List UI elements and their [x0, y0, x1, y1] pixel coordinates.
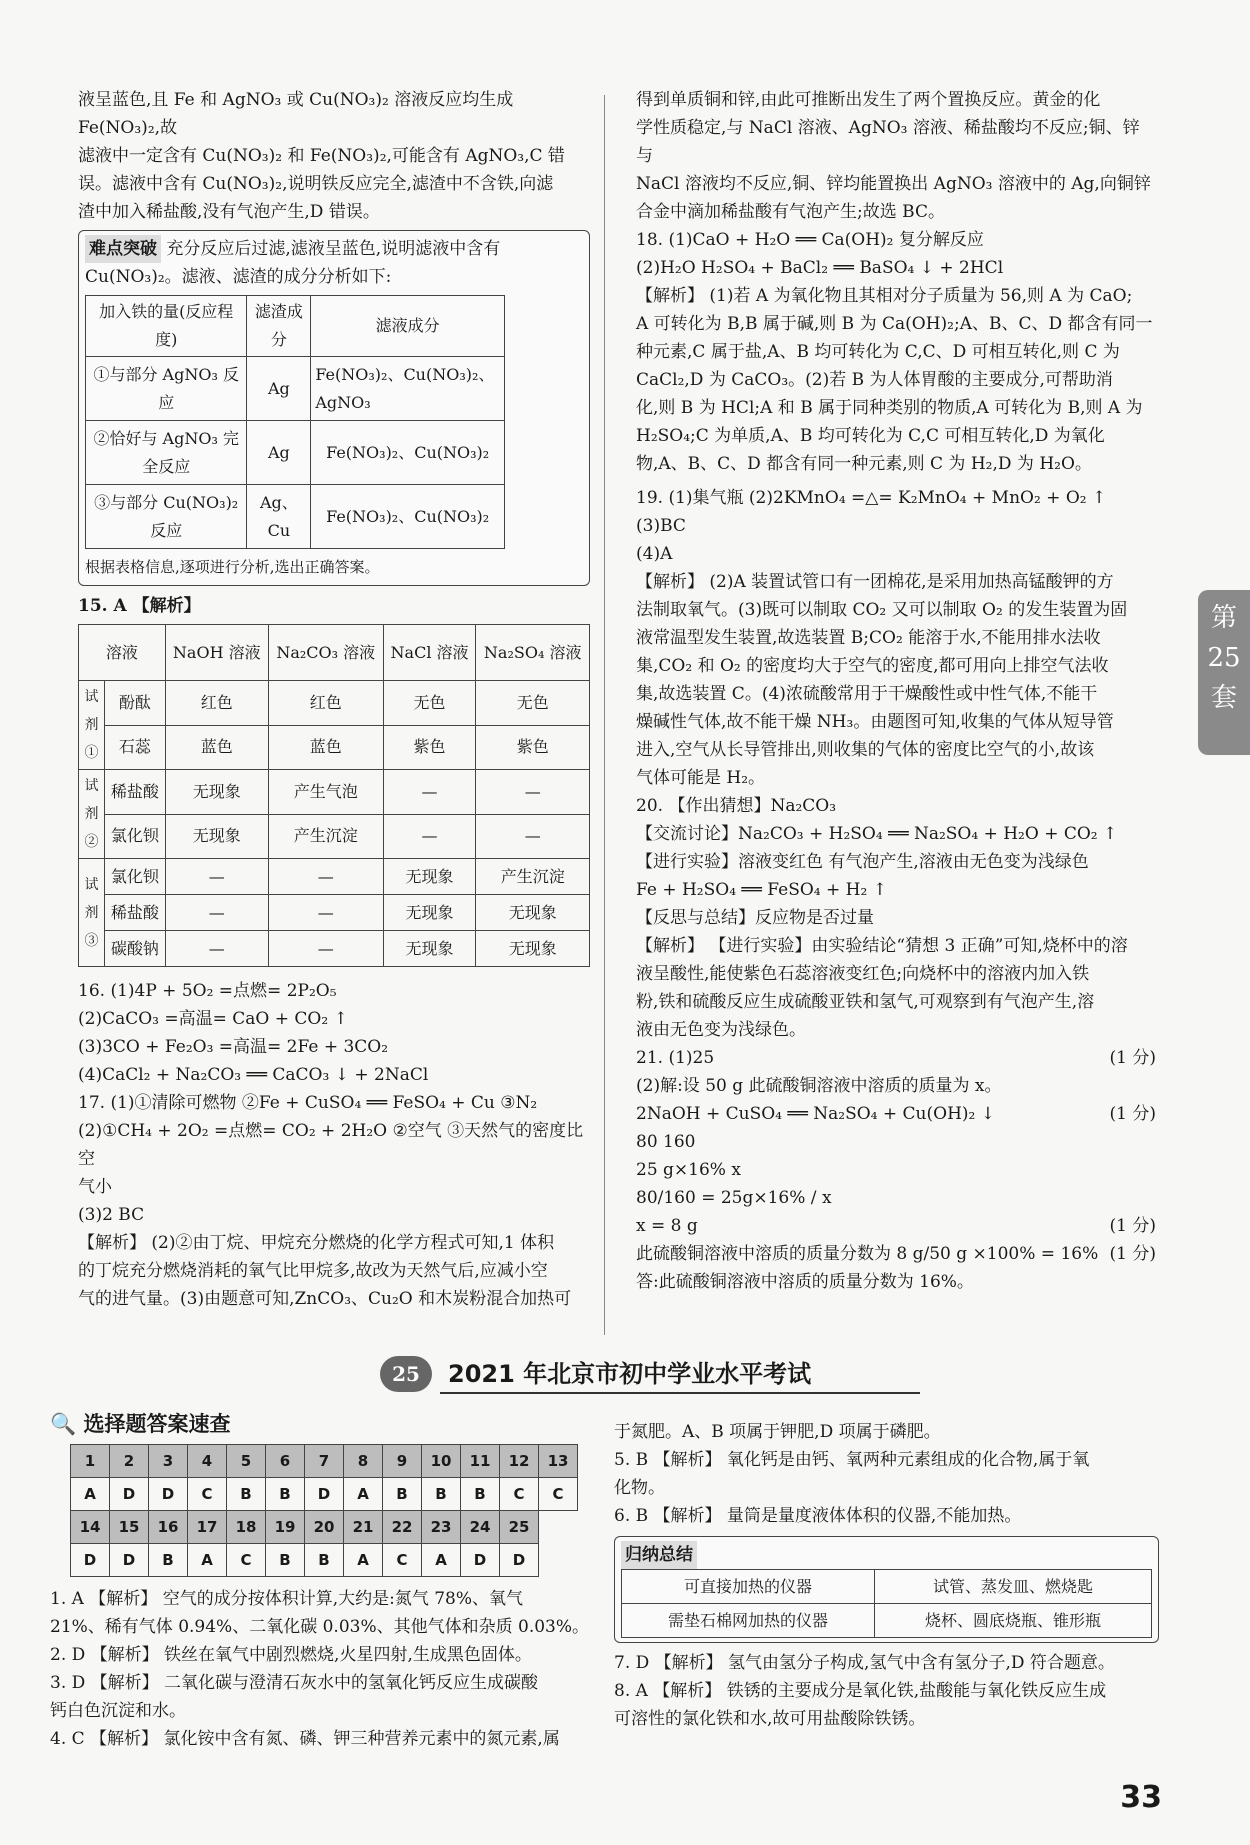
table-cell: —: [165, 931, 268, 967]
q21-line: (2)解:设 50 g 此硫酸铜溶液中溶质的质量为 x。: [636, 1076, 1002, 1096]
text-line: 液呈蓝色,且 Fe 和 AgNO₃ 或 Cu(NO₃)₂ 溶液反应均生成 Fe(NO₃)₂,故: [78, 90, 514, 138]
q21-line: 80 160: [636, 1132, 696, 1152]
answer-cell: 12: [500, 1445, 539, 1478]
answer-cell: D: [71, 1544, 110, 1577]
answer-cell: 2: [110, 1445, 149, 1478]
answer-line: 6. B 【解析】 量筒是量度液体体积的仪器,不能加热。: [614, 1506, 1022, 1526]
table-cell: 滤液成分: [311, 296, 505, 357]
q21-line: 答:此硫酸铜溶液中溶质的质量分数为 16%。: [636, 1272, 974, 1292]
q20-line: 【反思与总结】反应物是否过量: [636, 908, 874, 928]
q20-line: Fe + H₂SO₄ ══ FeSO₄ + H₂ ↑: [636, 880, 887, 900]
q17-line: 气小: [78, 1177, 112, 1197]
answer-cell: 17: [188, 1511, 227, 1544]
table-cell: —: [383, 814, 476, 859]
q15-label: 15. A 【解析】: [78, 596, 201, 616]
table-cell: 产生气泡: [268, 770, 383, 815]
answer-cell: A: [188, 1544, 227, 1577]
table-cell: 产生沉淀: [476, 859, 590, 895]
answer-line: 可溶性的氯化铁和水,故可用盐酸除铁锈。: [614, 1709, 926, 1729]
q18-line: CaCl₂,D 为 CaCO₃。(2)若 B 为人体胃酸的主要成分,可帮助消: [636, 370, 1113, 390]
answer-cell: B: [422, 1478, 461, 1511]
table-cell: 无现象: [165, 770, 268, 815]
answer-cell: 24: [461, 1511, 500, 1544]
answer-line: 于氮肥。A、B 项属于钾肥,D 项属于磷肥。: [614, 1422, 941, 1442]
summary-box: [614, 1536, 1159, 1643]
answer-cell: 9: [383, 1445, 422, 1478]
answer-key-table: [70, 1444, 578, 1577]
answer-cell: D: [461, 1544, 500, 1577]
answer-cell: C: [188, 1478, 227, 1511]
q16-line: (4)CaCl₂ + Na₂CO₃ ══ CaCO₃ ↓ + 2NaCl: [78, 1065, 429, 1085]
table-cell: 无现象: [383, 895, 476, 931]
q16-line: (3)3CO + Fe₂O₃ =高温= 2Fe + 3CO₂: [78, 1037, 389, 1057]
table-cell: 氯化钡: [105, 859, 166, 895]
answer-cell: B: [266, 1544, 305, 1577]
q21-text: 此硫酸铜溶液中溶质的质量分数为 8 g/50 g ×100% = 16%: [636, 1244, 1099, 1264]
table-cell: 烧杯、圆底烧瓶、锥形瓶: [875, 1604, 1152, 1638]
table-cell: Na₂CO₃ 溶液: [268, 625, 383, 681]
q21-line: 25 g×16% x: [636, 1160, 741, 1180]
table-cell: 试管、蒸发皿、燃烧匙: [875, 1570, 1152, 1604]
answer-cell: 18: [227, 1511, 266, 1544]
q18-line: (2)H₂O H₂SO₄ + BaCl₂ ══ BaSO₄ ↓ + 2HCl: [636, 258, 1004, 278]
table-cell: 产生沉淀: [268, 814, 383, 859]
table-cell: 碳酸钠: [105, 931, 166, 967]
answer-cell: C: [539, 1478, 578, 1511]
q21-line: 80/160 = 25g×16% / x: [636, 1188, 832, 1208]
q17-line: 的丁烷充分燃烧消耗的氧气比甲烷多,故改为天然气后,应减小空: [78, 1261, 548, 1281]
table-cell: NaOH 溶液: [165, 625, 268, 681]
table-cell: 无色: [476, 681, 590, 726]
table-cell: Ag: [247, 357, 311, 421]
table-cell: Fe(NO₃)₂、Cu(NO₃)₂、AgNO₃: [311, 357, 505, 421]
answer-cell: A: [344, 1478, 383, 1511]
table-cell: 无现象: [383, 859, 476, 895]
answer-cell: 11: [461, 1445, 500, 1478]
answer-line: 7. D 【解析】 氢气由氢分子构成,氢气中含有氢分子,D 符合题意。: [614, 1653, 1115, 1673]
q19-line: 19. (1)集气瓶 (2)2KMnO₄ =△= K₂MnO₄ + MnO₂ + O₂ ↑ (3)BC: [636, 488, 1107, 536]
q18-line: 18. (1)CaO + H₂O ══ Ca(OH)₂ 复分解反应: [636, 230, 984, 250]
answer-cell: 1: [71, 1445, 110, 1478]
q21-text: 21. (1)25: [636, 1048, 715, 1068]
table-cell: 氯化钡: [105, 814, 166, 859]
q18-line: 【解析】 (1)若 A 为氧化物且其相对分子质量为 56,则 A 为 CaO;: [636, 286, 1133, 306]
answer-line: 3. D 【解析】 二氧化碳与澄清石灰水中的氢氧化钙反应生成碳酸: [50, 1673, 539, 1693]
summary-table: [621, 1569, 1152, 1638]
q19-line: 液常温型发生装置,故选装置 B;CO₂ 能溶于水,不能用排水法收: [636, 628, 1101, 648]
answer-line: 化物。: [614, 1478, 665, 1498]
score: (1 分): [1109, 1104, 1156, 1124]
answer-line: 2. D 【解析】 铁丝在氧气中剧烈燃烧,火星四射,生成黑色固体。: [50, 1645, 532, 1665]
q20-line: 【解析】 【进行实验】由实验结论“猜想 3 正确”可知,烧杯中的溶: [636, 936, 1128, 956]
q18-line: 种元素,C 属于盐,A、B 均可转化为 C,C、D 可相互转化,则 C 为: [636, 342, 1120, 362]
table-cell: 稀盐酸: [105, 895, 166, 931]
q19-line: (4)A: [636, 544, 673, 564]
answer-cell: 20: [305, 1511, 344, 1544]
text-line: NaCl 溶液均不反应,铜、锌均能置换出 AgNO₃ 溶液中的 Ag,向铜锌: [636, 174, 1151, 194]
q17-line: (2)①CH₄ + 2O₂ =点燃= CO₂ + 2H₂O ②空气 ③天然气的密度比空: [78, 1121, 584, 1169]
answer-line: 钙白色沉淀和水。: [50, 1701, 186, 1721]
text-line: 渣中加入稀盐酸,没有气泡产生,D 错误。: [78, 202, 380, 222]
table-cell: 无现象: [476, 931, 590, 967]
q21-line: [636, 1044, 1156, 1072]
table-cell: 可直接加热的仪器: [622, 1570, 875, 1604]
score: (1 分): [1109, 1216, 1156, 1236]
answer-cell: 7: [305, 1445, 344, 1478]
answer-cell: C: [500, 1478, 539, 1511]
table-cell: —: [476, 814, 590, 859]
right-column: [636, 86, 1156, 1296]
q19-line: 燥碱性气体,故不能干燥 NH₃。由题图可知,收集的气体从短导管: [636, 712, 1114, 732]
q19-line: 法制取氧气。(3)既可以制取 CO₂ 又可以制取 O₂ 的发生装置为固: [636, 600, 1128, 620]
q18-line: H₂SO₄;C 为单质,A、B 均可转化为 C,C 可相互转化,D 为氧化: [636, 426, 1105, 446]
answer-cell: 14: [71, 1511, 110, 1544]
table-cell: ②恰好与 AgNO₃ 完全反应: [86, 421, 247, 485]
box-text: Cu(NO₃)₂。滤液、滤渣的成分分析如下:: [85, 267, 392, 287]
q16-line: 16. (1)4P + 5O₂ =点燃= 2P₂O₅: [78, 981, 337, 1001]
summary-tag: 归纳总结: [621, 1541, 697, 1569]
table-cell: 红色: [165, 681, 268, 726]
box-text: 充分反应后过滤,滤液呈蓝色,说明滤液中含有: [166, 239, 501, 259]
answer-cell: A: [422, 1544, 461, 1577]
q20-line: 粉,铁和硫酸反应生成硫酸亚铁和氢气,可观察到有气泡产生,溶: [636, 992, 1095, 1012]
q21-line: [636, 1100, 1156, 1128]
text-line: 学性质稳定,与 NaCl 溶液、AgNO₃ 溶液、稀盐酸均不反应;铜、锌与: [636, 118, 1140, 166]
q17-line: 【解析】 (2)②由丁烷、甲烷充分燃烧的化学方程式可知,1 体积: [78, 1233, 555, 1253]
answer-cell: B: [305, 1544, 344, 1577]
answer-cell: 6: [266, 1445, 305, 1478]
answer-cell: A: [344, 1544, 383, 1577]
q17-line: 气的进气量。(3)由题意可知,ZnCO₃、Cu₂O 和木炭粉混合加热可: [78, 1289, 572, 1309]
answer-cell: B: [149, 1544, 188, 1577]
text-line: 误。滤液中含有 Cu(NO₃)₂,说明铁反应完全,滤渣中不含铁,向滤: [78, 174, 554, 194]
answer-cell: D: [110, 1544, 149, 1577]
score: (1 分): [1109, 1244, 1156, 1264]
q17-line: (3)2 BC: [78, 1205, 145, 1225]
analysis-table: [85, 295, 505, 549]
table-cell: ③与部分 Cu(NO₃)₂ 反应: [86, 485, 247, 549]
q20-line: 【交流讨论】Na₂CO₃ + H₂SO₄ ══ Na₂SO₄ + H₂O + CO₂ ↑: [636, 824, 1118, 844]
answer-line: 8. A 【解析】 铁锈的主要成分是氧化铁,盐酸能与氧化铁反应生成: [614, 1681, 1107, 1701]
table-cell: ①与部分 AgNO₃ 反应: [86, 357, 247, 421]
column-divider: [604, 95, 605, 1335]
answer-cell: A: [71, 1478, 110, 1511]
q19-line: 进入,空气从长导管排出,则收集的气体的密度比空气的小,故该: [636, 740, 1095, 760]
answer-cell: B: [383, 1478, 422, 1511]
table-cell: 蓝色: [268, 725, 383, 770]
answer-cell: C: [227, 1544, 266, 1577]
table-cell: 无现象: [383, 931, 476, 967]
q20-line: 液呈酸性,能使紫色石蕊溶液变红色;向烧杯中的溶液内加入铁: [636, 964, 1090, 984]
q20-line: 液由无色变为浅绿色。: [636, 1020, 806, 1040]
table-cell: 试剂①: [79, 681, 105, 770]
answer-cell: B: [266, 1478, 305, 1511]
table-cell: 酚酞: [105, 681, 166, 726]
answer-line: 21%、稀有气体 0.94%、二氧化碳 0.03%、其他气体和杂质 0.03%。: [50, 1617, 590, 1637]
table-cell: Na₂SO₄ 溶液: [476, 625, 590, 681]
answer-line: 1. A 【解析】 空气的成分按体积计算,大约是:氮气 78%、氧气: [50, 1589, 524, 1609]
table-cell: NaCl 溶液: [383, 625, 476, 681]
table-cell: 滤渣成分: [247, 296, 311, 357]
table-cell: 试剂③: [79, 859, 105, 967]
answer-line: 4. C 【解析】 氯化铵中含有氮、磷、钾三种营养元素中的氮元素,属: [50, 1729, 560, 1749]
answer-cell: 23: [422, 1511, 461, 1544]
table-cell: 蓝色: [165, 725, 268, 770]
box-text: 根据表格信息,逐项进行分析,选出正确答案。: [85, 558, 380, 576]
answer-cell: 15: [110, 1511, 149, 1544]
answer-cell: D: [110, 1478, 149, 1511]
answer-cell: 25: [500, 1511, 539, 1544]
page-number: 33: [1120, 1780, 1162, 1815]
answer-cell: D: [149, 1478, 188, 1511]
table-cell: Ag: [247, 421, 311, 485]
answer-cell: 16: [149, 1511, 188, 1544]
table-cell: —: [165, 895, 268, 931]
table-cell: —: [268, 931, 383, 967]
bottom-right: [614, 1418, 1159, 1733]
q20-line: 【进行实验】溶液变红色 有气泡产生,溶液由无色变为浅绿色: [636, 852, 1089, 872]
table-cell: —: [268, 895, 383, 931]
text-line: 合金中滴加稀盐酸有气泡产生;故选 BC。: [636, 202, 945, 222]
answer-cell: B: [461, 1478, 500, 1511]
q19-line: 【解析】 (2)A 装置试管口有一团棉花,是采用加热高锰酸钾的方: [636, 572, 1114, 592]
table-cell: 无现象: [476, 895, 590, 931]
table-cell: 红色: [268, 681, 383, 726]
table-cell: 无现象: [165, 814, 268, 859]
bottom-left: [50, 1410, 595, 1753]
q16-line: (2)CaCO₃ =高温= CaO + CO₂ ↑: [78, 1009, 348, 1029]
table-cell: —: [476, 770, 590, 815]
table-cell: 紫色: [476, 725, 590, 770]
answer-cell: 8: [344, 1445, 383, 1478]
q18-line: 物,A、B、C、D 都含有同一种元素,则 C 为 H₂,D 为 H₂O。: [636, 454, 1092, 474]
exam-banner: [380, 1356, 860, 1392]
q19-line: 气体可能是 H₂。: [636, 768, 766, 788]
answer-cell: 10: [422, 1445, 461, 1478]
table-cell: —: [165, 859, 268, 895]
answer-cell: B: [227, 1478, 266, 1511]
set-number-tab: 第25套: [1198, 590, 1250, 755]
answer-key-title: [50, 1410, 595, 1438]
difficulty-tag: 难点突破: [85, 235, 161, 263]
reagent-table: [78, 624, 590, 967]
answer-line: 5. B 【解析】 氧化钙是由钙、氧两种元素组成的化合物,属于氧: [614, 1450, 1090, 1470]
answer-cell: 22: [383, 1511, 422, 1544]
table-cell: 试剂②: [79, 770, 105, 859]
search-icon: 🔍: [50, 1412, 77, 1436]
table-cell: 需垫石棉网加热的仪器: [622, 1604, 875, 1638]
answer-cell: D: [305, 1478, 344, 1511]
table-cell: Fe(NO₃)₂、Cu(NO₃)₂: [311, 421, 505, 485]
table-cell: —: [268, 859, 383, 895]
q21-text: x = 8 g: [636, 1216, 698, 1236]
exam-number-badge: 25: [380, 1356, 432, 1392]
difficulty-box: [78, 230, 590, 586]
table-cell: 加入铁的量(反应程度): [86, 296, 247, 357]
table-cell: 石蕊: [105, 725, 166, 770]
text-line: 滤液中一定含有 Cu(NO₃)₂ 和 Fe(NO₃)₂,可能含有 AgNO₃,C 错: [78, 146, 565, 166]
table-cell: 溶液: [79, 625, 166, 681]
table-cell: —: [383, 770, 476, 815]
table-cell: 紫色: [383, 725, 476, 770]
answer-key-title-text: 选择题答案速查: [83, 1412, 231, 1436]
q19-line: 集,故选装置 C。(4)浓硫酸常用于干燥酸性或中性气体,不能干: [636, 684, 1098, 704]
q20-line: 20. 【作出猜想】Na₂CO₃: [636, 796, 837, 816]
answer-cell: 13: [539, 1445, 578, 1478]
answer-cell: 3: [149, 1445, 188, 1478]
table-cell: 无色: [383, 681, 476, 726]
answer-cell: 19: [266, 1511, 305, 1544]
table-cell: Fe(NO₃)₂、Cu(NO₃)₂: [311, 485, 505, 549]
text-line: 得到单质铜和锌,由此可推断出发生了两个置换反应。黄金的化: [636, 90, 1101, 110]
banner-rule: [440, 1392, 920, 1394]
q21-line: [636, 1240, 1156, 1268]
table-cell: 稀盐酸: [105, 770, 166, 815]
answer-cell: 5: [227, 1445, 266, 1478]
exam-title: 2021 年北京市初中学业水平考试: [448, 1360, 812, 1388]
answer-cell: 4: [188, 1445, 227, 1478]
score: (1 分): [1109, 1048, 1156, 1068]
answer-cell: C: [383, 1544, 422, 1577]
left-column: [78, 86, 590, 1313]
q17-line: 17. (1)①清除可燃物 ②Fe + CuSO₄ ══ FeSO₄ + Cu ③N₂: [78, 1093, 538, 1113]
q18-line: 化,则 B 为 HCl;A 和 B 属于同种类别的物质,A 可转化为 B,则 A 为: [636, 398, 1143, 418]
q18-line: A 可转化为 B,B 属于碱,则 B 为 Ca(OH)₂;A、B、C、D 都含有同一: [636, 314, 1153, 334]
answer-cell: D: [500, 1544, 539, 1577]
answer-cell: 21: [344, 1511, 383, 1544]
q21-text: 2NaOH + CuSO₄ ══ Na₂SO₄ + Cu(OH)₂ ↓: [636, 1104, 995, 1124]
q21-line: [636, 1212, 1156, 1240]
table-cell: Ag、Cu: [247, 485, 311, 549]
q19-line: 集,CO₂ 和 O₂ 的密度均大于空气的密度,都可用向上排空气法收: [636, 656, 1109, 676]
